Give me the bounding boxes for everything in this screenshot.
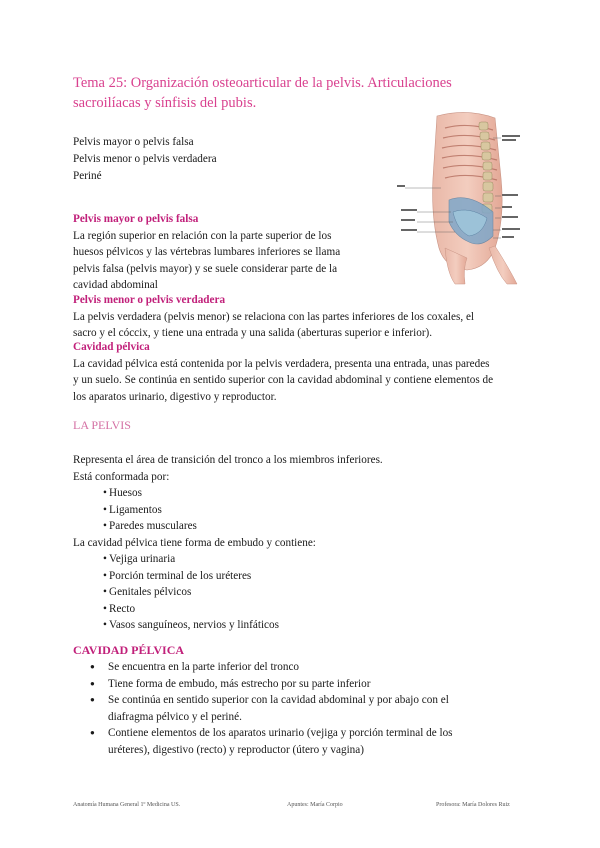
page-title: Tema 25: Organización osteoarticular de la pelvis. Articulaciones sacroilíacas y sínfisis del pubis. (73, 75, 452, 111)
bullet-list (73, 659, 543, 709)
intro-item: Pelvis mayor o pelvis falsa (73, 136, 194, 148)
section-heading: Cavidad pélvica (73, 341, 150, 353)
text-line: huesos pélvicos y las vértebras lumbares inferiores se llama (73, 246, 341, 258)
list-item: ● Contiene elementos de los aparatos urinario (vejiga y porción terminal de los (73, 725, 543, 742)
section-cavidad-pelvica (73, 339, 543, 405)
text-line: cavidad abdominal (73, 279, 158, 291)
text-line: La región superior en relación con la parte superior de los (73, 229, 332, 242)
cavidad-pelvica-heading: CAVIDAD PÉLVICA (73, 643, 185, 657)
text-line: La cavidad pélvica está contenida por la pelvis verdadera, presenta una entrada, unas paredes (73, 357, 490, 370)
list-item: • Recto (73, 601, 533, 618)
list-item-continuation: diafragma pélvico y el periné. (108, 710, 242, 723)
intro-item: Pelvis menor o pelvis verdadera (73, 153, 217, 165)
section-cavidad-list (73, 659, 543, 758)
list-item: • Huesos (73, 485, 533, 502)
list-item: • Vasos sanguíneos, nervios y linfáticos (73, 617, 533, 634)
section-heading: Pelvis menor o pelvis verdadera (73, 294, 226, 306)
text-line: La pelvis verdadera (pelvis menor) se relaciona con las partes inferiores de los coxales, el (73, 310, 475, 323)
list-item: ● Se encuentra en la parte inferior del tronco (73, 659, 543, 676)
bullet-list (73, 485, 533, 535)
bullet-list (73, 725, 543, 742)
list-item: ● Se continúa en sentido superior con la cavidad abdominal y por abajo con el (73, 692, 543, 709)
list-item: • Genitales pélvicos (73, 584, 533, 601)
section-pelvis-mayor (73, 211, 373, 294)
text-line: Representa el área de transición del tronco a los miembros inferiores. (73, 454, 383, 466)
list-item-continuation: uréteres), digestivo (recto) y reproductor (útero y vagina) (108, 743, 364, 756)
bullet-list (73, 551, 533, 634)
text-line: Está conformada por: (73, 470, 170, 483)
list-item: ● Tiene forma de embudo, más estrecho por su parte inferior (73, 676, 543, 693)
section-la-pelvis (73, 452, 533, 634)
section-pelvis-menor (73, 292, 543, 342)
pelvis-anatomy-figure (397, 108, 532, 286)
text-line: La cavidad pélvica tiene forma de embudo y contiene: (73, 536, 316, 549)
intro-list (73, 134, 217, 185)
footer-right: Profesora: María Dolores Ruiz (436, 802, 510, 808)
intro-item: Periné (73, 170, 102, 182)
footer-center: Apuntes: María Corpio (287, 802, 343, 808)
text-line: y un suelo. Se continúa en sentido superior con la cavidad abdominal y contiene elementos de (73, 374, 494, 386)
list-item: • Porción terminal de los uréteres (73, 568, 533, 585)
footer-left: Anatomía Humana General 1º Medicina US. (73, 802, 181, 808)
text-line: sacro y el cóccix, y tiene una entrada y una salida (aberturas superior e inferior). (73, 327, 433, 339)
text-line: pelvis falsa (pelvis mayor) y se suele considerar parte de la (73, 262, 338, 275)
section-heading: Pelvis mayor o pelvis falsa (73, 213, 199, 225)
list-item: • Ligamentos (73, 502, 533, 519)
text-line: los aparatos urinario, digestivo y reproductor. (73, 390, 277, 403)
list-item: • Paredes musculares (73, 518, 533, 535)
la-pelvis-heading: LA PELVIS (73, 418, 131, 432)
list-item: • Vejiga urinaria (73, 551, 533, 568)
